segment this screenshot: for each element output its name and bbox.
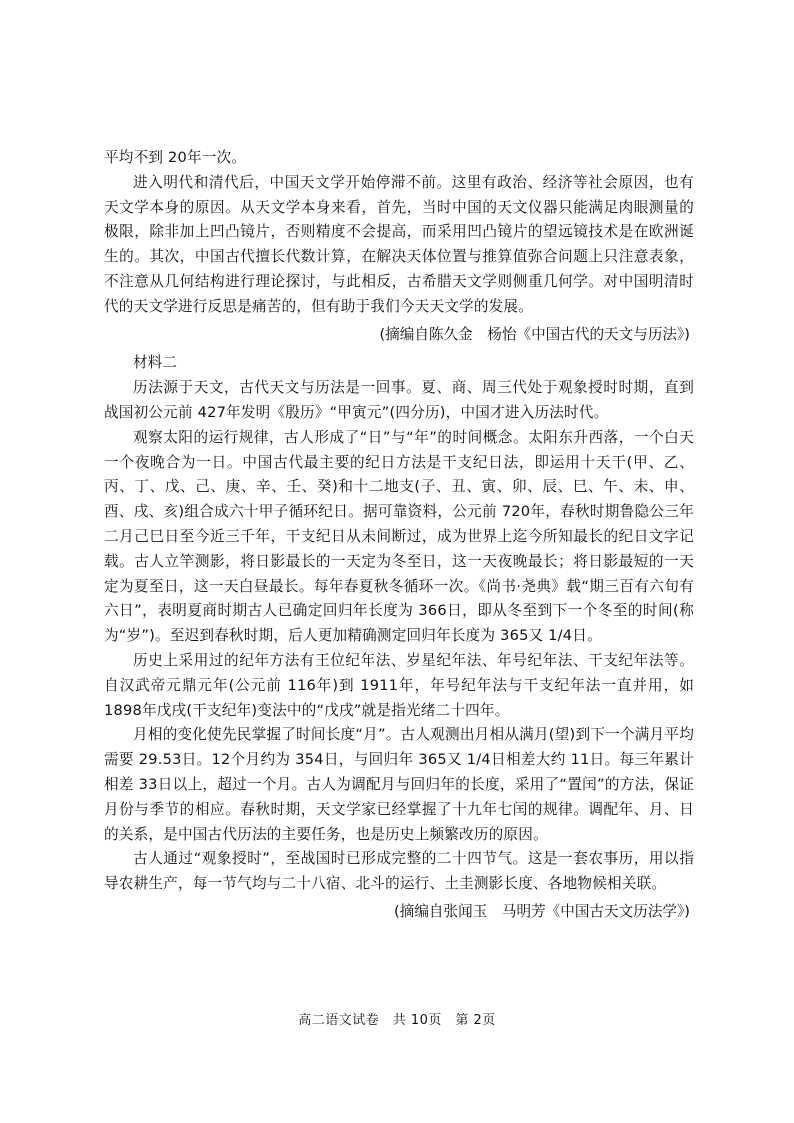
paragraph-solar-terms: 古人通过“观象授时”，至战国时已形成完整的二十四节气。这是一套农事历，用以指导农耕生产，每一节气均与二十八宿、北斗的运行、土圭测影长度、各地物候相关联。 <box>104 850 694 893</box>
source-citation-1: (摘编自陈久金 杨怡《中国古代的天文与历法》) <box>379 325 690 343</box>
page-footer: 高二语文试卷 共 10页 第 2页 <box>298 1013 496 1028</box>
paragraph-calendar-origin: 历法源于天文，古代天文与历法是一回事。夏、商、周三代处于观象授时时期，直到战国初公元前 427年发明《殷历》“甲寅元”(四分历)，中国才进入历法时代。 <box>104 379 694 421</box>
material-heading: 材料二 <box>133 354 177 372</box>
paragraph-day-year-concept: 观察太阳的运行规律，古人形成了“日”与“年”的时间概念。太阳东升西落，一个白天一个夜晚合为一日。中国古代最主要的纪日方法是干支纪日法，即运用十天干(甲、乙、丙、丁、戊、己、庚、辛、壬、癸)和十二地支(子、丑、寅、卯、辰、巳、午、未、申、酉、戌、亥)组合成六十甲子循环纪日。据可靠资料，公元前 720年，春秋时期鲁隐公三年二月己巳日至今近三千年，干支纪日从未间断过，成为世界上迄今所知最长的纪日文字记载。古人立竿测影，将日影最长的一天定为冬至日，这一天夜晚最长；将日影最短的一天定为夏至日，这一天白昼最长。每年春夏秋冬循环一次。《尚书·尧典》载“期三百有六旬有六日”，表明夏商时期古人已确定回归年长度为 366日，即从冬至到下一个冬至的时间(称为“岁”)。至迟到春秋时期，后人更加精确测定回归年长度为 365又 1/4日。 <box>104 428 694 645</box>
document-body <box>104 146 694 929</box>
paragraph-ming-qing-astronomy: 进入明代和清代后，中国天文学开始停滞不前。这里有政治、经济等社会原因，也有天文学本身的原因。从天文学本身来看，首先，当时中国的天文仪器只能满足肉眼测量的极限，除非加上凹凸镜片，否则精度不会提高，而采用凹凸镜片的望远镜技术是在欧洲诞生的。其次，中国古代擅长代数计算，在解决天体位置与推算值弥合问题上只注意表象，不注意从几何结构进行理论探讨，与此相反，古希腊天文学则侧重几何学。对中国明清时代的天文学进行反思是痛苦的，但有助于我们今天天文学的发展。 <box>104 173 694 315</box>
source-citation-2: (摘编自张闻玉 马明芳《中国古天文历法学》) <box>394 902 690 920</box>
paragraph-year-numbering: 历史上采用过的纪年方法有王位纪年法、岁星纪年法、年号纪年法、干支纪年法等。自汉武帝元鼎元年(公元前 116年)到 1911年，年号纪年法与干支纪年法一直并用，如 1898年戊戌(干支纪年)变法中的“戊戌”就是指光绪二十四年。 <box>104 651 694 719</box>
paragraph-continuation: 平均不到 20年一次。 <box>104 149 247 166</box>
paragraph-lunar-month: 月相的变化使先民掌握了时间长度“月”。古人观测出月相从满月(望)到下一个满月平均需要 29.53日。12个月约为 354日，与回归年 365又 1/4日相差大约 11日。每三年累计相差 33日以上，超过一个月。古人为调配月与回归年的长度，采用了“置闰”的方法，保证月份与季节的相应。春秋时期，天文学家已经掌握了十九年七闰的规律。调配年、月、日的关系，是中国古代历法的主要任务，也是历史上频繁改历的原因。 <box>104 726 694 843</box>
